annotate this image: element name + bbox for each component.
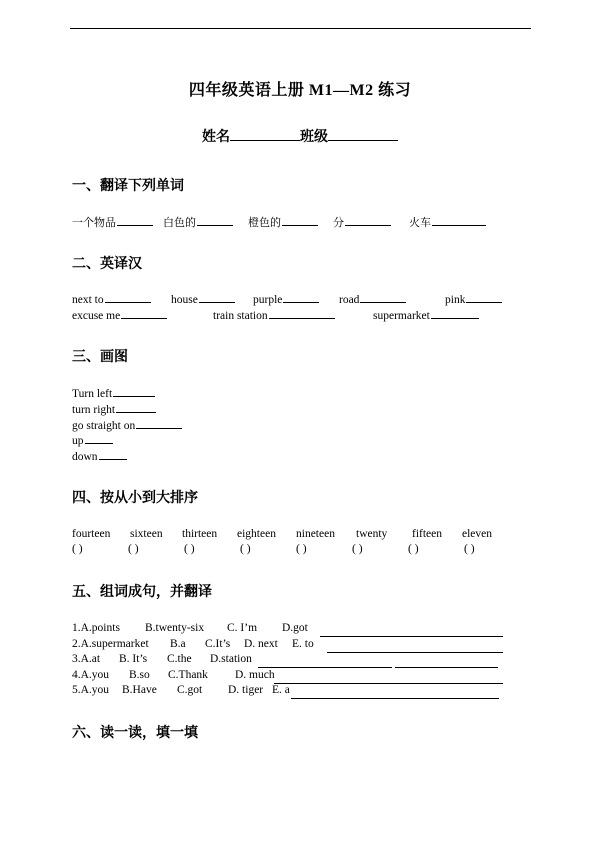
s5-option: C. I’m (227, 622, 258, 634)
s5-option: 3.A.at (72, 653, 101, 665)
s5-option: B.twenty-six (145, 622, 205, 634)
s3-item-label: turn right (72, 404, 116, 416)
name-label: 姓名 (202, 130, 230, 145)
s5-option: D.station (210, 653, 252, 665)
section-1-heading: 一、翻译下列单词 (72, 178, 184, 194)
class-label: 班级 (300, 130, 328, 145)
s4-word: thirteen (182, 528, 218, 540)
s2-blank[interactable] (121, 309, 167, 319)
s4-answer-blank[interactable]: ( ) (184, 543, 195, 555)
s5-option: D. tiger (228, 684, 264, 696)
s2-item (253, 293, 319, 306)
s5-option: C.got (177, 684, 203, 696)
s5-option: 2.A.supermarket (72, 638, 149, 650)
s5-option: B. It’s (119, 653, 148, 665)
s4-answer-blank[interactable]: ( ) (408, 543, 419, 555)
s5-option: C.Thank (168, 669, 208, 681)
section-6-heading: 六、读一读，填一填 (72, 725, 198, 741)
s1-item (248, 214, 318, 230)
s3-item-label: down (72, 451, 98, 463)
s1-item-label: 火车 (409, 216, 431, 229)
s2-blank[interactable] (269, 309, 335, 319)
s3-item-label: Turn left (72, 388, 113, 400)
s3-item (72, 403, 156, 416)
s5-option: 1.A.points (72, 622, 120, 634)
s3-blank[interactable] (99, 450, 127, 460)
s4-word: fifteen (412, 528, 443, 540)
s1-blank[interactable] (117, 216, 153, 226)
s3-item (72, 387, 155, 400)
s2-blank[interactable] (431, 309, 479, 319)
s2-item-label: purple (253, 294, 283, 306)
s1-item-label: 分 (333, 216, 344, 229)
s1-blank[interactable] (282, 216, 318, 226)
section-4-heading: 四、按从小到大排序 (72, 490, 198, 506)
s1-item-label: 橙色的 (248, 216, 281, 229)
s3-item (72, 434, 113, 447)
s5-option: 5.A.you (72, 684, 110, 696)
s2-item-label: next to (72, 294, 104, 306)
s5-option: B.a (170, 638, 186, 650)
s5-option: D. much (235, 669, 275, 681)
s4-word: sixteen (130, 528, 163, 540)
s2-blank[interactable] (360, 293, 406, 303)
s5-option: B.Have (122, 684, 157, 696)
s5-option: D.got (282, 622, 308, 634)
s1-item-label: 白色的 (163, 216, 196, 229)
section-3-heading: 三、画图 (72, 349, 128, 365)
section-2-heading: 二、英译汉 (72, 256, 142, 272)
s3-item (72, 419, 182, 432)
s3-blank[interactable] (113, 387, 155, 397)
header-rule (70, 28, 531, 29)
s5-option: C.the (167, 653, 192, 665)
s2-item-label: train station (213, 310, 268, 322)
name-class-row (0, 126, 600, 146)
s2-item (373, 309, 479, 322)
s5-option: 4.A.you (72, 669, 110, 681)
s1-item (163, 214, 233, 230)
s4-word: twenty (356, 528, 388, 540)
s2-item-label: road (339, 294, 360, 306)
s4-word: nineteen (296, 528, 335, 540)
s1-blank[interactable] (197, 216, 233, 226)
class-blank[interactable] (328, 128, 398, 141)
section-5-heading: 五、组词成句，并翻译 (72, 584, 212, 600)
s3-item-label: go straight on (72, 420, 136, 432)
page-title: 四年级英语上册 M1—M2 练习 (188, 82, 412, 99)
s2-item (72, 309, 167, 322)
s3-item (72, 450, 127, 463)
s2-item (72, 293, 151, 306)
s2-item (445, 293, 502, 306)
s3-blank[interactable] (136, 419, 182, 429)
s2-blank[interactable] (283, 293, 319, 303)
s5-answer-line[interactable] (291, 686, 499, 704)
s2-blank[interactable] (199, 293, 235, 303)
s2-item-label: excuse me (72, 310, 121, 322)
s3-item-label: up (72, 435, 84, 447)
s4-answer-blank[interactable]: ( ) (296, 543, 307, 555)
s5-option: D. next (244, 638, 278, 650)
s5-option: E. a (272, 684, 290, 696)
s2-item-label: supermarket (373, 310, 430, 322)
s1-blank[interactable] (432, 216, 486, 226)
s2-blank[interactable] (466, 293, 502, 303)
name-blank[interactable] (230, 128, 300, 141)
s4-answer-blank[interactable]: ( ) (352, 543, 363, 555)
s5-option: C.It’s (205, 638, 231, 650)
s4-word: eighteen (237, 528, 276, 540)
s2-item (339, 293, 406, 306)
s4-word: fourteen (72, 528, 111, 540)
s2-item-label: pink (445, 294, 466, 306)
s2-item (171, 293, 235, 306)
s4-word: eleven (462, 528, 493, 540)
s2-item (213, 309, 335, 322)
s4-answer-blank[interactable]: ( ) (240, 543, 251, 555)
s1-item-label: 一个物品 (72, 216, 116, 229)
s2-item-label: house (171, 294, 198, 306)
s1-item (72, 214, 153, 230)
s1-item (333, 214, 391, 230)
s4-answer-blank[interactable]: ( ) (128, 543, 139, 555)
s4-answer-blank[interactable]: ( ) (72, 543, 83, 555)
s3-blank[interactable] (116, 403, 156, 413)
s1-blank[interactable] (345, 216, 391, 226)
s5-option: B.so (129, 669, 150, 681)
s5-option: E. to (292, 638, 314, 650)
s1-item (409, 214, 486, 230)
s3-blank[interactable] (85, 434, 113, 444)
s4-answer-blank[interactable]: ( ) (464, 543, 475, 555)
s2-blank[interactable] (105, 293, 151, 303)
